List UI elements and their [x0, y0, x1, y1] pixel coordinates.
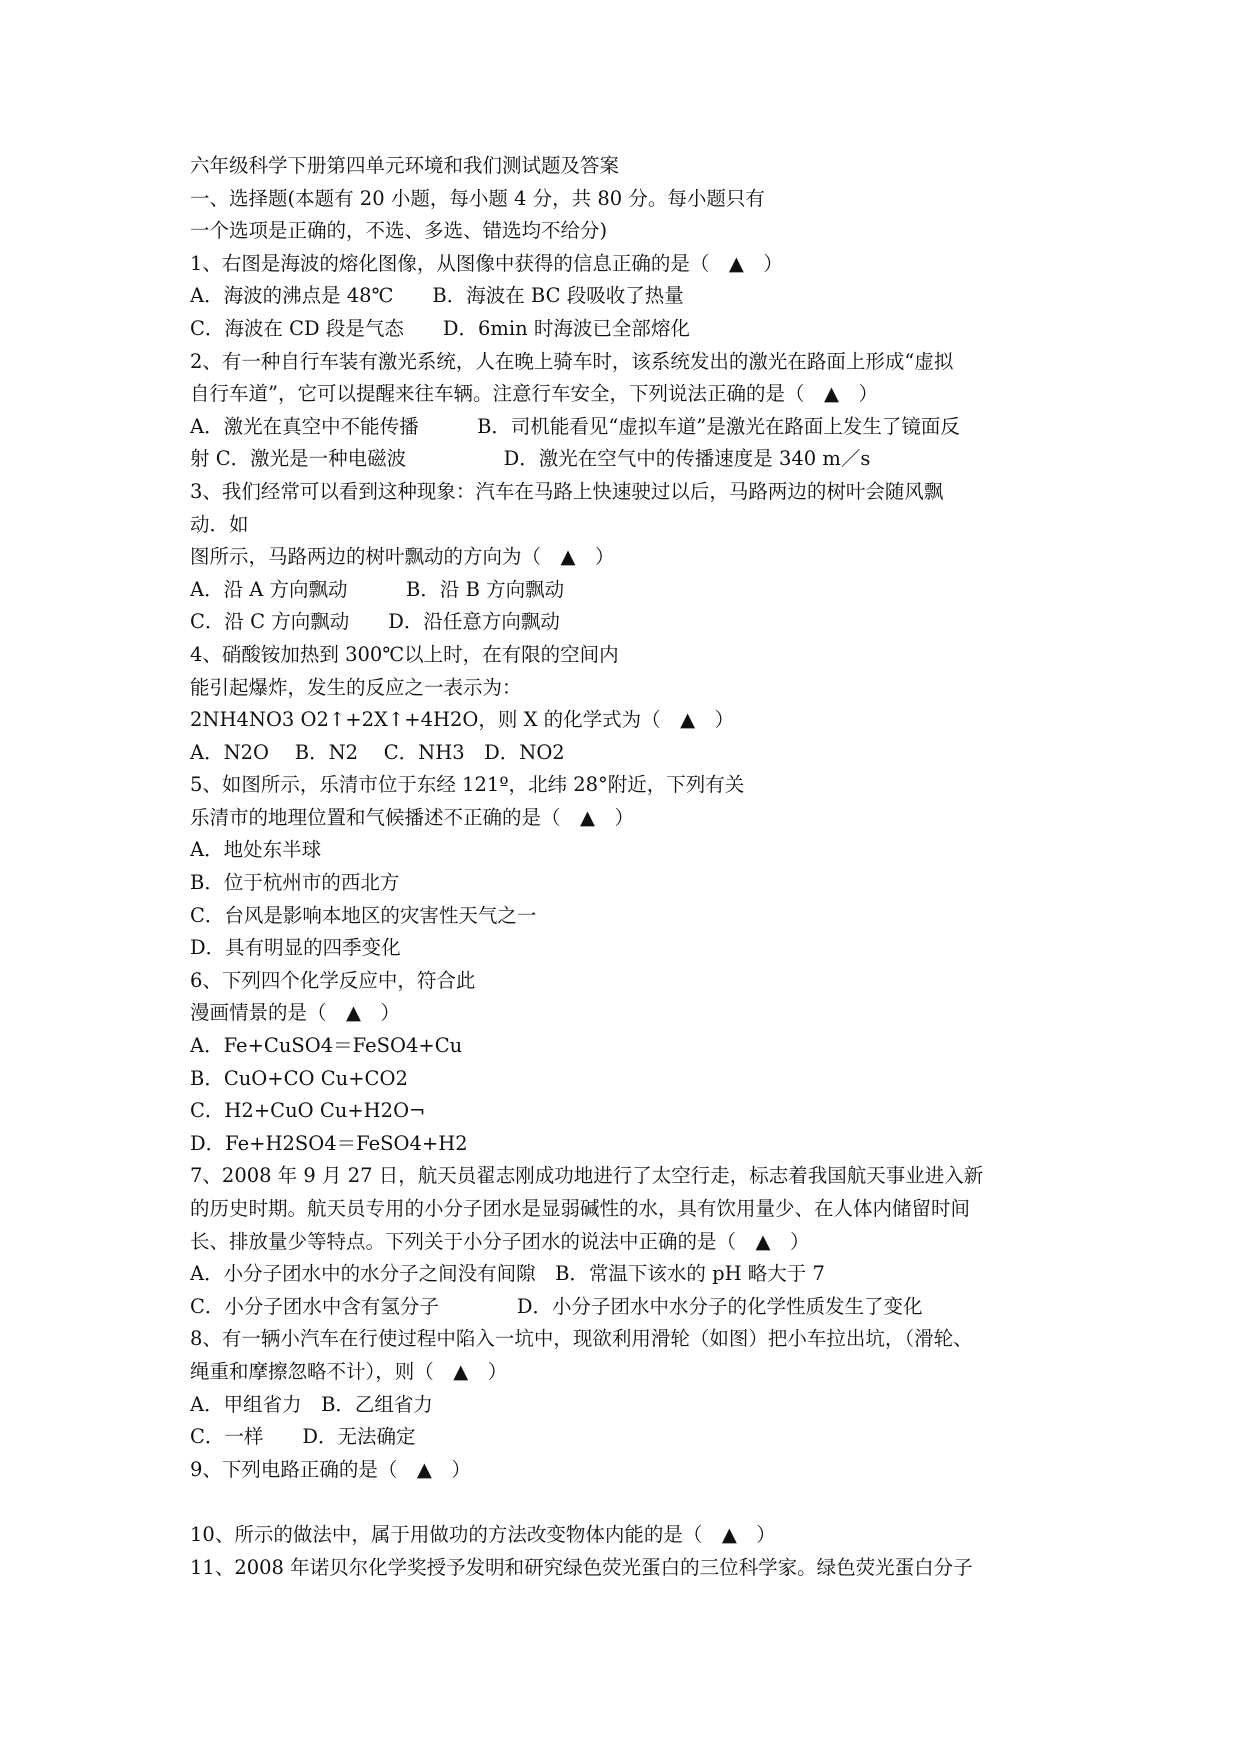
text-line: C．海波在 CD 段是气态 D．6min 时海波已全部熔化	[190, 316, 690, 340]
text-line	[190, 1486, 1070, 1519]
text-line: 11、2008 年诺贝尔化学奖授予发明和研究绿色荧光蛋白的三位科学家。绿色荧光蛋白分子	[190, 1555, 973, 1579]
text-line: 10、所示的做法中，属于用做功的方法改变物体内能的是（ ▲ ）	[190, 1522, 776, 1546]
text-line: 长、排放量少等特点。下列关于小分子团水的说法中正确的是（ ▲ ）	[190, 1229, 810, 1253]
text-line: A．Fe+CuSO4＝FeSO4+Cu	[190, 1034, 463, 1058]
text-line: 3、我们经常可以看到这种现象：汽车在马路上快速驶过以后，马路两边的树叶会随风飘	[190, 479, 944, 503]
text-line: 绳重和摩擦忽略不计），则（ ▲ ）	[190, 1359, 508, 1383]
text-line: 2NH4NO3 O2↑+2X↑+4H2O，则 X 的化学式为（ ▲ ）	[190, 708, 735, 732]
document-title: 六年级科学下册第四单元环境和我们测试题及答案	[190, 154, 620, 177]
text-line: B．CuO+CO Cu+CO2	[190, 1066, 408, 1090]
text-line: 乐清市的地理位置和气候播述不正确的是（ ▲ ）	[190, 805, 634, 829]
text-line: 漫画情景的是（ ▲ ）	[190, 1001, 400, 1025]
text-line: D．具有明显的四季变化	[190, 936, 401, 960]
text-line: A．小分子团水中的水分子之间没有间隙 B．常温下该水的 pH 略大于 7	[190, 1262, 825, 1286]
text-line: A．N2O B．N2 C．NH3 D．NO2	[190, 740, 565, 764]
text-line: A．激光在真空中不能传播 B．司机能看见“虚拟车道”是激光在路面上发生了镜面反	[190, 414, 960, 438]
text-line: 5、如图所示，乐清市位于东经 121º，北纬 28°附近，下列有关	[190, 773, 745, 797]
text-line: 一、选择题(本题有 20 小题，每小题 4 分，共 80 分。每小题只有	[190, 186, 765, 210]
text-line: A．沿 A 方向飘动 B．沿 B 方向飘动	[190, 577, 565, 601]
text-line: A．海波的沸点是 48℃ B．海波在 BC 段吸收了热量	[190, 284, 684, 308]
text-line: 6、下列四个化学反应中，符合此	[190, 968, 476, 992]
text-line: 8、有一辆小汽车在行使过程中陷入一坑中，现欲利用滑轮（如图）把小车拉出坑，（滑轮、	[190, 1327, 973, 1351]
text-line: 9、下列电路正确的是（ ▲ ）	[190, 1457, 471, 1481]
text-line: D．Fe+H2SO4＝FeSO4+H2	[190, 1131, 468, 1155]
text-line: 动．如	[190, 512, 249, 536]
text-line: 一个选项是正确的，不选、多选、错选均不给分)	[190, 219, 608, 243]
text-line: C．小分子团水中含有氢分子 D．小分子团水中水分子的化学性质发生了变化	[190, 1294, 923, 1318]
text-line: A．地处东半球	[190, 838, 322, 862]
text-line: 1、右图是海波的熔化图像，从图像中获得的信息正确的是（ ▲ ）	[190, 251, 783, 275]
text-line: 7、2008 年 9 月 27 日，航天员翟志刚成功地进行了太空行走，标志着我国航天事业进入新	[190, 1164, 984, 1188]
text-line: B．位于杭州市的西北方	[190, 871, 400, 895]
text-line: C．H2+CuO Cu+H2O¬	[190, 1099, 426, 1123]
text-line: 的历史时期。航天员专用的小分子团水是显弱碱性的水，具有饮用量少、在人体内储留时间	[190, 1197, 971, 1220]
text-line: 4、硝酸铵加热到 300℃以上时，在有限的空间内	[190, 642, 619, 666]
text-line: 能引起爆炸，发生的反应之一表示为：	[190, 675, 522, 699]
document-body	[190, 150, 1070, 1584]
text-line: C．台风是影响本地区的灾害性天气之一	[190, 903, 537, 927]
text-line: 图所示，马路两边的树叶飘动的方向为（ ▲ ）	[190, 545, 615, 569]
text-line: 自行车道”，它可以提醒来往车辆。注意行车安全，下列说法正确的是（ ▲ ）	[190, 382, 878, 406]
text-line: 2、有一种自行车装有激光系统，人在晚上骑车时，该系统发出的激光在路面上形成“虚拟	[190, 349, 954, 373]
text-line: 射 C．激光是一种电磁波 D．激光在空气中的传播速度是 340 m／s	[190, 447, 871, 471]
text-line: C．一样 D．无法确定	[190, 1425, 416, 1449]
text-line: C．沿 C 方向飘动 D．沿任意方向飘动	[190, 610, 560, 634]
text-line: A．甲组省力 B．乙组省力	[190, 1392, 433, 1416]
